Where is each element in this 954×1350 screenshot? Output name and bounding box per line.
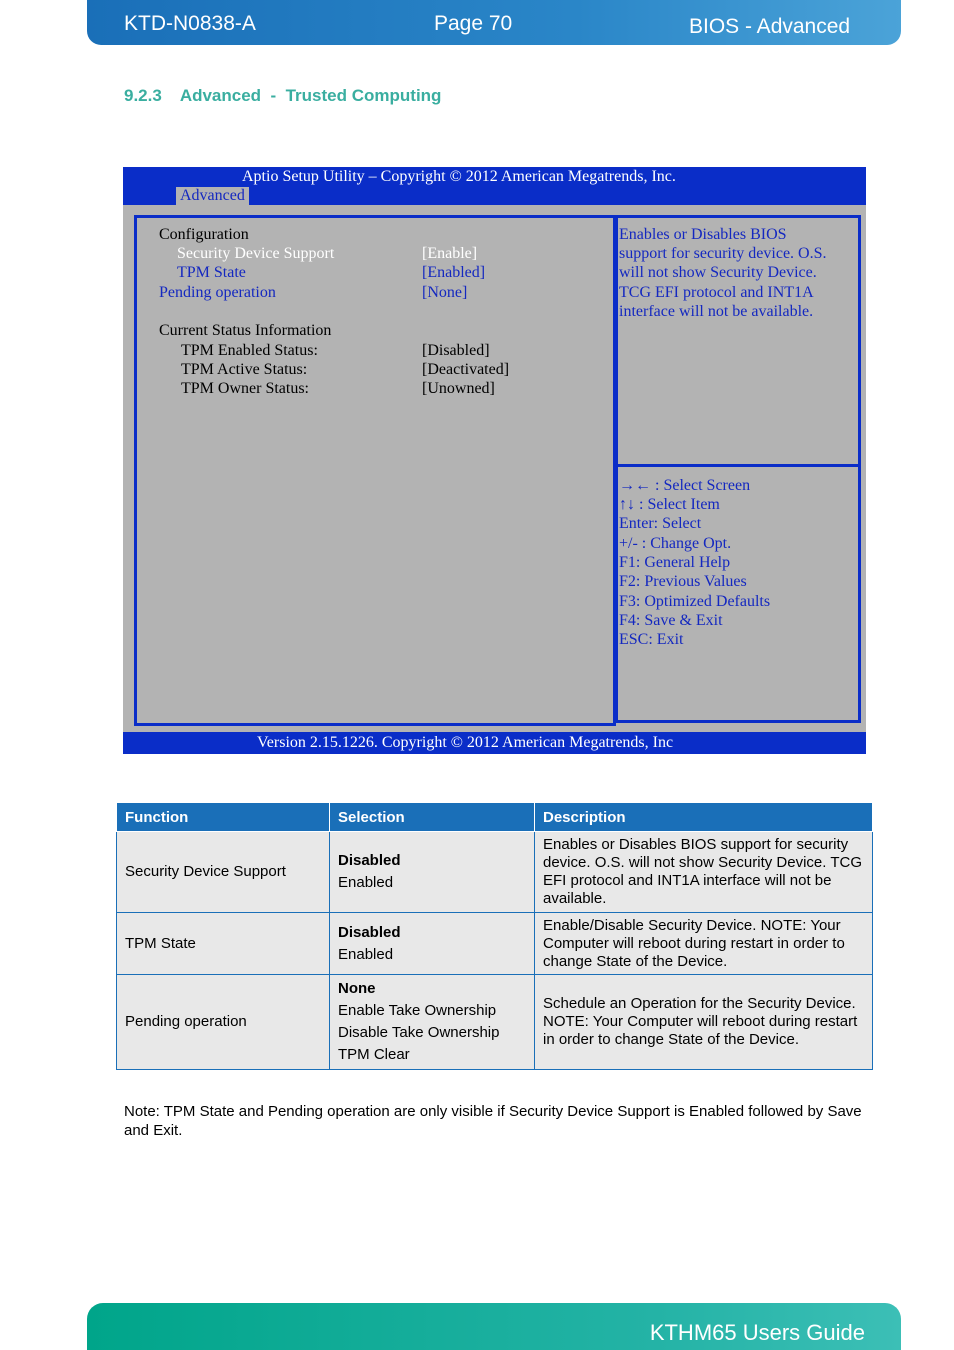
tpm-active-status-value: [Deactivated]	[422, 361, 510, 378]
pending-operation-item[interactable]: Pending operation	[159, 284, 276, 301]
bios-version: Version 2.15.1226. Copyright © 2012 American Megatrends, Inc	[257, 734, 674, 751]
help-line: will not show Security Device.	[619, 264, 817, 281]
selection-cell	[330, 975, 535, 1070]
key-hint: F2: Previous Values	[619, 573, 747, 590]
tpm-state-item[interactable]: TPM State	[177, 264, 246, 281]
function-cell: Security Device Support	[117, 832, 330, 913]
function-cell: TPM State	[117, 913, 330, 975]
security-device-support-value[interactable]: [Enable]	[422, 245, 478, 262]
tpm-active-status-label: TPM Active Status:	[181, 361, 308, 378]
option-default: Disabled	[338, 923, 401, 941]
bios-footer-bar	[123, 732, 866, 754]
function-cell: Pending operation	[117, 975, 330, 1070]
note-text: Note: TPM State and Pending operation are only visible if Security Device Support is Enabled followed by Save and Exit.	[124, 1103, 862, 1139]
doc-id: KTD-N0838-A	[124, 12, 256, 35]
options-table	[116, 802, 873, 1070]
key-hint: ↑↓ : Select Item	[619, 496, 720, 513]
tab-advanced[interactable]: Advanced	[176, 187, 249, 205]
section-number: 9.2.3	[124, 86, 162, 105]
section-heading	[124, 86, 441, 106]
security-device-support-item[interactable]: Security Device Support	[177, 245, 335, 262]
column-header: Function	[117, 803, 330, 832]
description-cell: Enable/Disable Security Device. NOTE: Your Computer will reboot during restart in order to change State of the Device.	[535, 913, 873, 975]
tpm-enabled-status-label: TPM Enabled Status:	[181, 342, 318, 359]
page-header	[87, 0, 901, 45]
key-hint: F3: Optimized Defaults	[619, 593, 771, 610]
page-number: Page 70	[434, 12, 513, 35]
page-footer	[87, 1303, 901, 1350]
pending-operation-value[interactable]: [None]	[422, 284, 468, 301]
bios-title: Aptio Setup Utility – Copyright © 2012 American Megatrends, Inc.	[242, 168, 676, 185]
tpm-enabled-status-value: [Disabled]	[422, 342, 490, 359]
key-hint: F4: Save & Exit	[619, 612, 723, 629]
key-hint: →← : Select Screen	[619, 477, 751, 494]
tpm-owner-status-label: TPM Owner Status:	[181, 380, 309, 397]
config-label: Configuration	[159, 226, 249, 243]
bios-title-bar	[123, 167, 866, 205]
option: Enabled	[338, 945, 394, 963]
selection-cell	[330, 913, 535, 975]
key-hint: ESC: Exit	[619, 631, 684, 648]
tpm-owner-status-value: [Unowned]	[422, 380, 495, 397]
option: Enable Take Ownership	[338, 1002, 497, 1019]
key-hint: F1: General Help	[619, 554, 731, 571]
status-label: Current Status Information	[159, 322, 332, 339]
option: TPM Clear	[338, 1046, 410, 1063]
description-cell: Enables or Disables BIOS support for security device. O.S. will not show Security Device. TCG EFI protocol and INT1A interface will not be available.	[535, 832, 873, 913]
column-header: Description	[535, 803, 873, 832]
help-line: interface will not be available.	[619, 303, 814, 320]
table-row	[117, 975, 873, 1070]
description-cell: Schedule an Operation for the Security Device. NOTE: Your Computer will reboot during restart in order to change State of the Device.	[535, 975, 873, 1070]
help-line: Enables or Disables BIOS	[619, 226, 787, 243]
option-default: None	[338, 980, 376, 997]
selection-cell	[330, 832, 535, 913]
table-header-row	[117, 803, 873, 832]
bios-screenshot	[123, 167, 866, 754]
key-hint: +/- : Change Opt.	[619, 535, 732, 552]
column-header: Selection	[330, 803, 535, 832]
section-name: BIOS - Advanced	[689, 15, 851, 38]
key-hint: Enter: Select	[619, 515, 702, 532]
option: Enabled	[338, 874, 394, 891]
tpm-state-value[interactable]: [Enabled]	[422, 264, 486, 281]
table-row	[117, 913, 873, 975]
help-line: support for security device. O.S.	[619, 245, 827, 262]
option-default: Disabled	[338, 852, 401, 869]
guide-title: KTHM65 Users Guide	[649, 1320, 865, 1345]
table-row	[117, 832, 873, 913]
option: Disable Take Ownership	[338, 1024, 500, 1041]
help-line: TCG EFI protocol and INT1A	[619, 284, 814, 301]
section-title: Advanced - Trusted Computing	[179, 86, 442, 105]
